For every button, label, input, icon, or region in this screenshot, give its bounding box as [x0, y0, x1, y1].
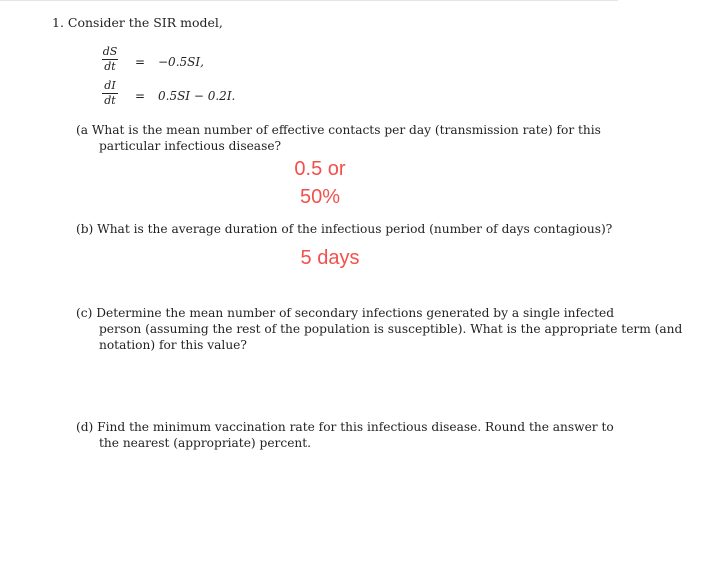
answer-b: 5 days — [300, 247, 360, 269]
answer-a-line-1: 0.5 or — [294, 158, 346, 180]
part-c-line-2: person (assuming the rest of the population is susceptible). What is the appropriate term (and — [99, 322, 683, 336]
part-a-line-2: particular infectious disease? — [99, 139, 282, 153]
question-header: 1. Consider the SIR model, — [52, 15, 223, 30]
fraction-denominator: dt — [104, 60, 116, 73]
fraction-numerator: dS — [102, 45, 118, 58]
part-c-line-3: notation) for this value? — [99, 338, 247, 352]
equation-rhs: −0.5SI, — [158, 55, 204, 69]
fraction-numerator: dI — [104, 79, 116, 92]
fraction-ds-dt — [100, 45, 120, 75]
equals-sign: = — [135, 55, 146, 69]
fraction-denominator: dt — [104, 94, 116, 107]
part-b — [76, 221, 612, 237]
part-a — [76, 122, 601, 154]
top-divider — [0, 0, 618, 1]
answer-a-line-2: 50% — [299, 186, 341, 208]
part-d — [76, 419, 614, 451]
part-b-line-1: (b) What is the average duration of the infectious period (number of days contagious)? — [76, 222, 613, 236]
part-c-line-1: (c) Determine the mean number of secondary infections generated by a single infected — [76, 306, 614, 320]
answer-a — [260, 155, 380, 211]
part-a-line-1: (a What is the mean number of effective contacts per day (transmission rate) for this — [76, 123, 601, 137]
part-c — [76, 305, 682, 353]
part-d-line-1: (d) Find the minimum vaccination rate for this infectious disease. Round the answer to — [76, 420, 614, 434]
equation-rhs: 0.5SI − 0.2I. — [158, 89, 236, 103]
equals-sign: = — [135, 89, 146, 103]
fraction-di-dt — [100, 79, 120, 109]
part-d-line-2: the nearest (appropriate) percent. — [99, 436, 312, 450]
